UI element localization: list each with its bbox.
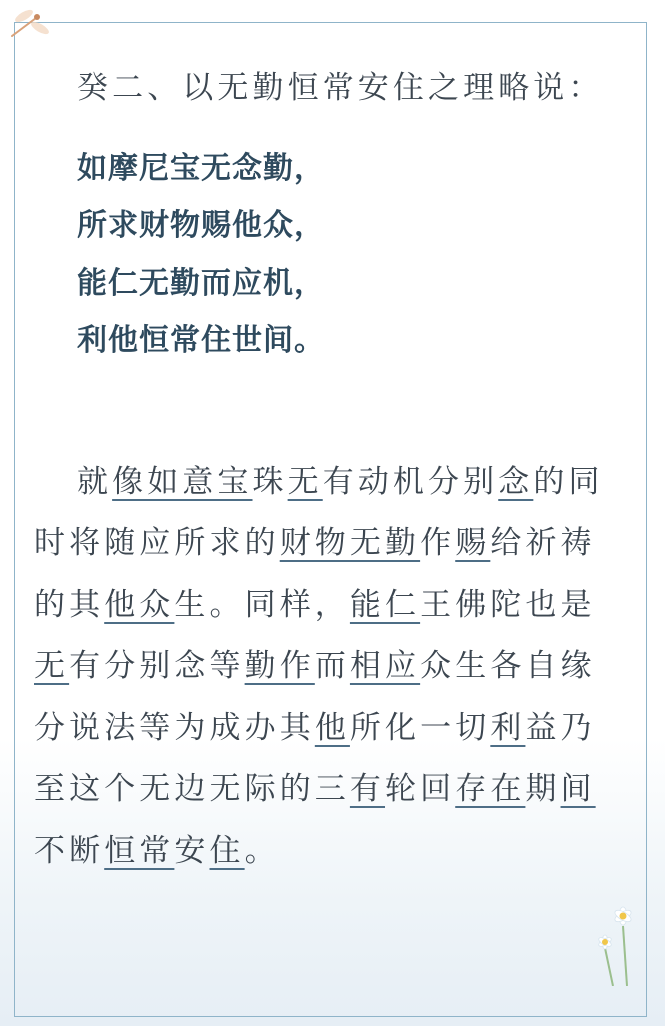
- underlined-term: 相应: [349, 648, 421, 684]
- verse-line: 利他恒常住世间。: [77, 323, 325, 358]
- verse-block: [34, 140, 629, 370]
- underlined-term: 无: [34, 648, 70, 684]
- commentary-text: 生。同样，: [174, 586, 350, 623]
- commentary-text: 珠: [252, 463, 288, 500]
- dragonfly-icon: [6, 6, 54, 42]
- verse-line: 所求财物赐他众，: [77, 208, 325, 243]
- commentary-text: 安: [174, 832, 210, 869]
- daisy-flower-icon: [583, 896, 653, 986]
- underlined-term: 利: [490, 709, 526, 746]
- commentary-text: 给祈祷的其: [34, 525, 596, 623]
- underlined-term: 像如意宝: [112, 463, 253, 500]
- section-heading: 癸二、以无勤恒常安住之理略说：: [77, 70, 604, 106]
- underlined-term: 间: [560, 771, 596, 807]
- commentary-text: 有分别念等: [69, 648, 245, 684]
- underlined-term: 赐: [455, 525, 491, 561]
- commentary-text: 的同时将随应所求的: [34, 463, 604, 561]
- commentary-text: 有动机分别: [322, 463, 499, 500]
- underlined-term: 能仁: [349, 586, 421, 623]
- underlined-term: 住: [209, 832, 245, 869]
- underlined-term: 他: [314, 709, 350, 746]
- commentary-text: 轮回: [385, 771, 456, 807]
- underlined-term: 他众: [104, 586, 175, 623]
- underlined-term: 勤作: [244, 648, 315, 684]
- commentary-text: 。: [244, 832, 280, 869]
- commentary-paragraph: [34, 452, 629, 883]
- verse-line: 如摩尼宝无念勤，: [77, 150, 325, 186]
- underlined-term: 存在: [455, 771, 526, 807]
- commentary-text: 而: [314, 648, 350, 684]
- verse-line: 能仁无勤而应机，: [77, 265, 325, 301]
- underlined-term: 念: [498, 463, 534, 500]
- commentary-text: 作: [420, 525, 456, 561]
- underlined-term: 无: [287, 463, 323, 500]
- underlined-term: 恒常: [104, 832, 175, 869]
- commentary-text: 就: [77, 463, 113, 500]
- commentary-text: 王佛陀也是: [420, 586, 596, 623]
- underlined-term: 有: [349, 771, 386, 807]
- commentary-text: 益乃至这个无边无际的三: [34, 709, 596, 807]
- commentary-text: 不断: [34, 832, 105, 869]
- commentary-text: 众生各自缘分说法等为成办其: [34, 648, 596, 746]
- commentary-text: 所化一切: [349, 709, 491, 746]
- commentary-text: 期: [525, 771, 561, 807]
- underlined-term: 财物无勤: [279, 525, 421, 561]
- article-content: [34, 58, 629, 882]
